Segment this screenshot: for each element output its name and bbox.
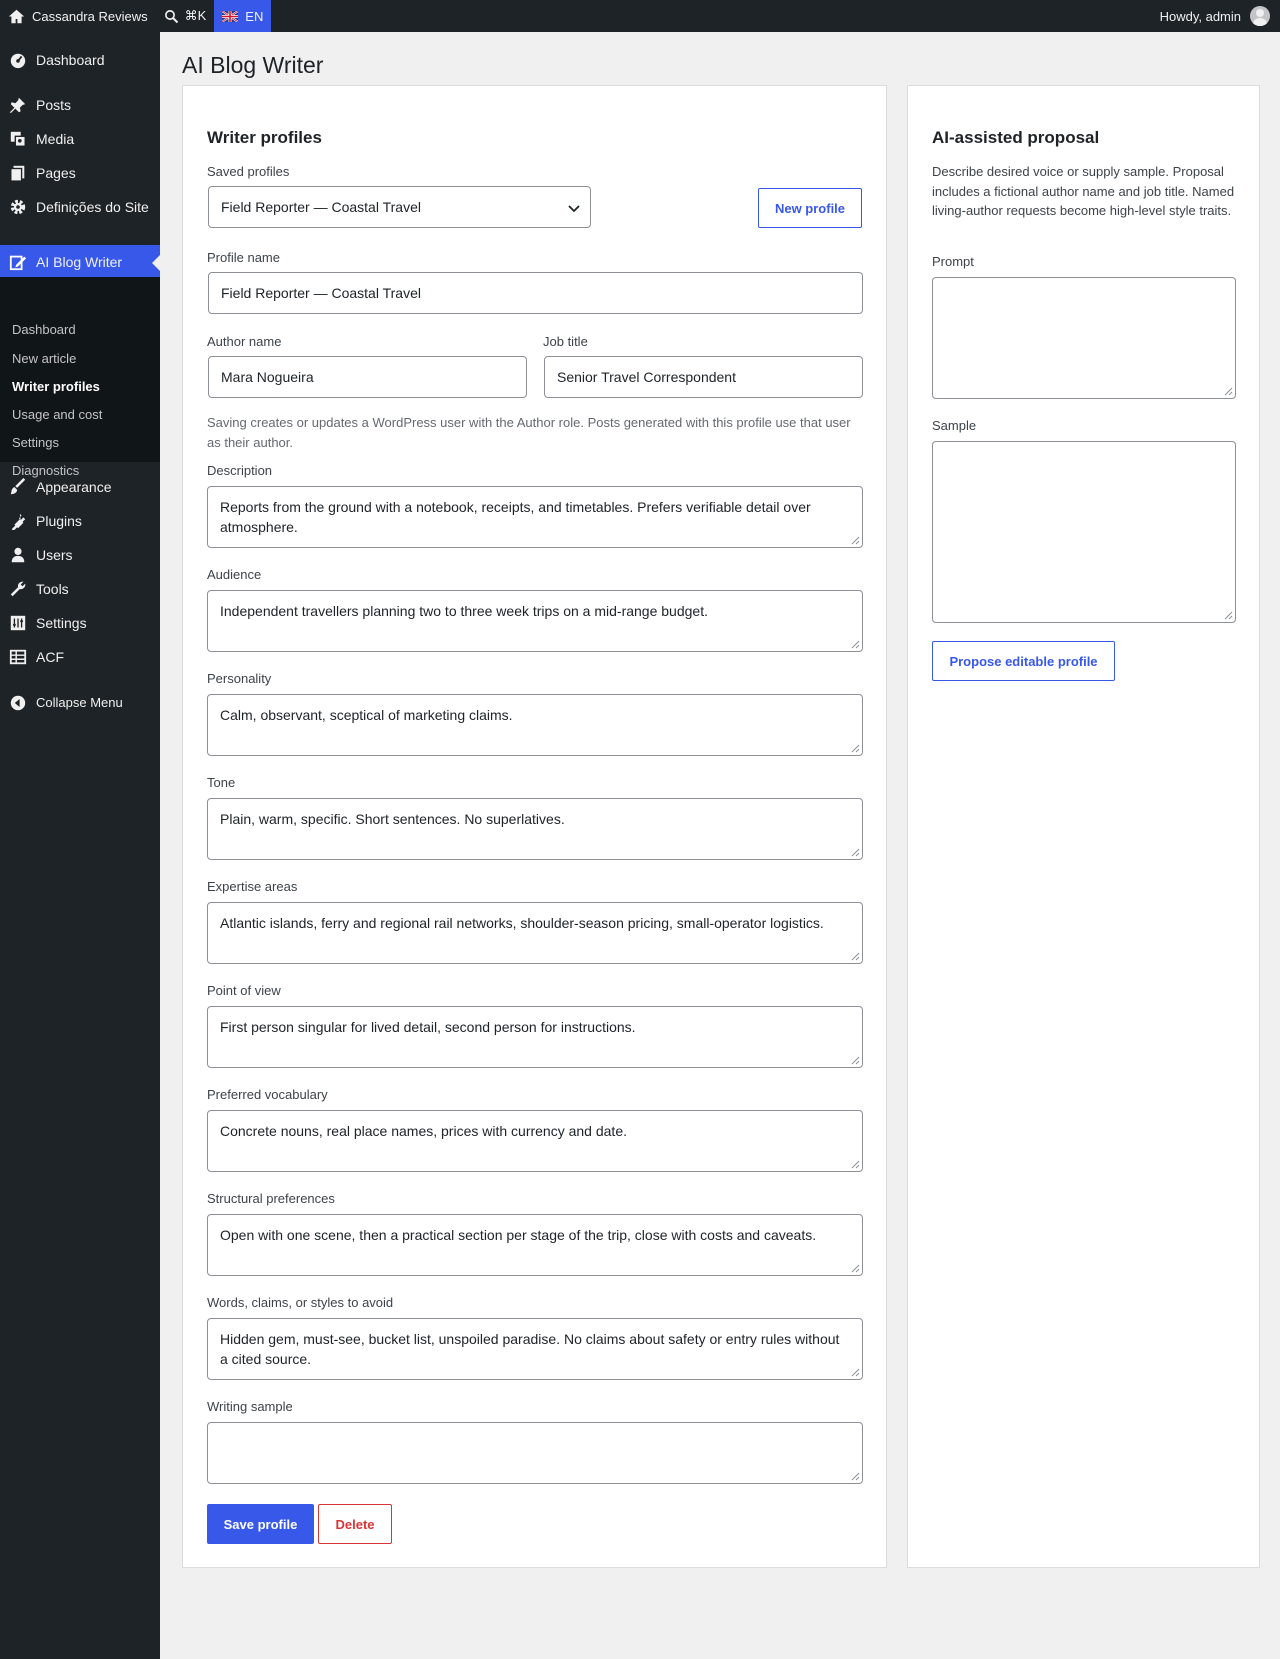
submenu-item-usage-and-cost[interactable]: Usage and cost: [12, 407, 103, 422]
writing-sample-textarea[interactable]: [207, 1422, 863, 1484]
prompt-textarea[interactable]: [932, 277, 1236, 399]
job-title-input[interactable]: Senior Travel Correspondent: [544, 356, 863, 398]
submenu-item-dashboard[interactable]: Dashboard: [12, 322, 76, 337]
sidebar-item-appearance[interactable]: [0, 478, 160, 500]
proposal-help: Describe desired voice or supply sample. Proposal includes a fictional author name and job title. Named living-author requests become high-level style traits.: [932, 164, 1235, 218]
sidebar-item-label: Dashboard: [36, 52, 105, 68]
profile-name-label: Profile name: [207, 250, 280, 265]
sidebar-item-dashboard[interactable]: [0, 51, 160, 73]
resize-grip-icon[interactable]: [851, 848, 860, 857]
ai-proposal-card: [907, 85, 1260, 1568]
save-profile-button[interactable]: Save profile: [207, 1504, 314, 1544]
pages-icon: [9, 164, 27, 182]
greeting: Howdy, admin: [1159, 8, 1241, 24]
dashboard-icon: [9, 51, 27, 69]
tone-textarea[interactable]: [207, 798, 863, 860]
ai-blog-writer-submenu: [0, 277, 160, 478]
profile-name-input[interactable]: Field Reporter — Coastal Travel: [208, 272, 863, 314]
structural-preferences-textarea[interactable]: [207, 1214, 863, 1276]
sidebar-item-media[interactable]: [0, 130, 160, 152]
avatar: [1250, 6, 1270, 26]
site-name: Cassandra Reviews: [32, 8, 148, 24]
user-icon: [9, 546, 27, 564]
delete-profile-button[interactable]: Delete: [318, 1504, 392, 1544]
resize-grip-icon[interactable]: [851, 1472, 860, 1481]
settings-icon: [9, 614, 27, 632]
sidebar-item-pages[interactable]: [0, 164, 160, 186]
tone-label: Tone: [207, 775, 236, 790]
sidebar-item-tools[interactable]: [0, 580, 160, 602]
textarea-value: Plain, warm, specific. Short sentences. No superlatives.: [220, 811, 565, 827]
textarea-value: Reports from the ground with a notebook, receipts, and timetables. Prefers verifiable detail over atmosphere.: [220, 499, 811, 535]
resize-grip-icon[interactable]: [1224, 387, 1233, 396]
media-icon: [9, 130, 27, 148]
account-menu[interactable]: [1152, 0, 1280, 32]
resize-grip-icon[interactable]: [851, 744, 860, 753]
sidebar-item-label: Pages: [36, 165, 76, 181]
writer-profiles-heading: Writer profiles: [207, 128, 322, 147]
textarea-value: Concrete nouns, real place names, prices with currency and date.: [220, 1123, 627, 1139]
resize-grip-icon[interactable]: [851, 1368, 860, 1377]
sidebar-item-label: Tools: [36, 581, 69, 597]
search-icon: [164, 9, 179, 24]
audience-label: Audience: [207, 567, 262, 582]
sidebar-item-label: Posts: [36, 97, 72, 113]
job-title-label: Job title: [543, 334, 588, 349]
description-textarea[interactable]: [207, 486, 863, 548]
preferred-vocabulary-label: Preferred vocabulary: [207, 1087, 328, 1102]
description-label: Description: [207, 463, 273, 478]
preferred-vocabulary-textarea[interactable]: [207, 1110, 863, 1172]
sidebar-item-label: Definições do Site: [36, 199, 149, 215]
submenu-item-writer-profiles[interactable]: Writer profiles: [12, 379, 100, 394]
personality-textarea[interactable]: [207, 694, 863, 756]
resize-grip-icon[interactable]: [851, 1160, 860, 1169]
brush-icon: [9, 478, 27, 496]
textarea-value: Open with one scene, then a practical section per stage of the trip, close with costs and caveats.: [220, 1227, 817, 1243]
writer-profiles-card: [182, 85, 887, 1568]
sidebar-item-acf[interactable]: [0, 648, 160, 670]
wrench-icon: [9, 580, 27, 598]
prompt-label: Prompt: [932, 254, 974, 269]
page-title: AI Blog Writer: [182, 52, 324, 78]
structural-preferences-label: Structural preferences: [207, 1191, 335, 1206]
shortcut-label: ⌘K: [184, 8, 207, 23]
resize-grip-icon[interactable]: [1224, 611, 1233, 620]
resize-grip-icon[interactable]: [851, 952, 860, 961]
textarea-value: Atlantic islands, ferry and regional rail networks, shoulder-season pricing, small-operator logistics.: [220, 915, 824, 931]
textarea-value: Calm, observant, sceptical of marketing claims.: [220, 707, 513, 723]
saved-profiles-select[interactable]: [208, 186, 591, 228]
collapse-menu-button[interactable]: [0, 694, 160, 716]
expertise-areas-label: Expertise areas: [207, 879, 298, 894]
home-icon: [8, 8, 25, 25]
ai-proposal-heading: AI-assisted proposal: [932, 128, 1100, 147]
new-profile-button[interactable]: New profile: [758, 188, 862, 228]
author-name-label: Author name: [207, 334, 282, 349]
admin-bar: [0, 0, 1280, 32]
textarea-value: Independent travellers planning two to three week trips on a mid-range budget.: [220, 603, 708, 619]
textarea-value: Hidden gem, must-see, bucket list, unspoiled paradise. No claims about safety or entry rules without a cited source.: [220, 1331, 840, 1367]
selected-profile: Field Reporter — Coastal Travel: [221, 199, 421, 215]
author-role-help: Saving creates or updates a WordPress user with the Author role. Posts generated with this profile use that user as their author.: [207, 415, 851, 450]
writing-sample-label: Writing sample: [207, 1399, 293, 1414]
submenu-item-settings[interactable]: Settings: [12, 435, 59, 450]
collapse-icon: [9, 694, 27, 712]
admin-sidebar: [0, 32, 160, 1659]
pin-icon: [9, 96, 27, 114]
submenu-item-new-article[interactable]: New article: [12, 351, 77, 366]
sidebar-item-label: Media: [36, 131, 75, 147]
audience-textarea[interactable]: [207, 590, 863, 652]
point-of-view-label: Point of view: [207, 983, 281, 998]
sidebar-item-settings[interactable]: [0, 614, 160, 636]
sidebar-item-label: Users: [36, 547, 73, 563]
sidebar-item-label: Collapse Menu: [36, 695, 123, 710]
submenu-item-diagnostics[interactable]: Diagnostics: [12, 463, 80, 478]
resize-grip-icon[interactable]: [851, 1264, 860, 1273]
sample-textarea[interactable]: [932, 441, 1236, 623]
sidebar-item-users[interactable]: [0, 546, 160, 568]
textarea-value: First person singular for lived detail, second person for instructions.: [220, 1019, 636, 1035]
propose-profile-button[interactable]: Propose editable profile: [932, 641, 1115, 681]
sidebar-item-ai-blog-writer[interactable]: [0, 245, 160, 279]
table-icon: [9, 648, 27, 666]
chevron-down-icon: [568, 201, 580, 217]
sidebar-item-label: AI Blog Writer: [36, 254, 123, 270]
language-switcher[interactable]: [214, 0, 271, 32]
personality-label: Personality: [207, 671, 272, 686]
sidebar-item-label: ACF: [36, 649, 64, 665]
site-name-link[interactable]: [0, 0, 156, 32]
sidebar-item-posts[interactable]: [0, 96, 160, 118]
sidebar-item-site-definitions[interactable]: [0, 198, 160, 238]
language-label: EN: [245, 8, 264, 24]
expertise-areas-textarea[interactable]: [207, 902, 863, 964]
avoid-label: Words, claims, or styles to avoid: [207, 1295, 394, 1310]
sidebar-item-label: Plugins: [36, 513, 82, 529]
avoid-textarea[interactable]: [207, 1318, 863, 1380]
author-name-input[interactable]: Mara Nogueira: [208, 356, 527, 398]
sample-label: Sample: [932, 418, 977, 433]
sidebar-item-plugins[interactable]: [0, 512, 160, 534]
plugin-icon: [9, 512, 27, 530]
uk-flag-icon: [222, 11, 245, 22]
sidebar-item-label: Appearance: [36, 479, 112, 495]
resize-grip-icon[interactable]: [851, 536, 860, 545]
edit-icon: [9, 253, 27, 271]
sidebar-item-label: Settings: [36, 615, 87, 631]
resize-grip-icon[interactable]: [851, 640, 860, 649]
resize-grip-icon[interactable]: [851, 1056, 860, 1065]
gear-icon: [9, 198, 27, 216]
point-of-view-textarea[interactable]: [207, 1006, 863, 1068]
command-palette-button[interactable]: [156, 0, 215, 32]
saved-profiles-label: Saved profiles: [207, 164, 290, 179]
